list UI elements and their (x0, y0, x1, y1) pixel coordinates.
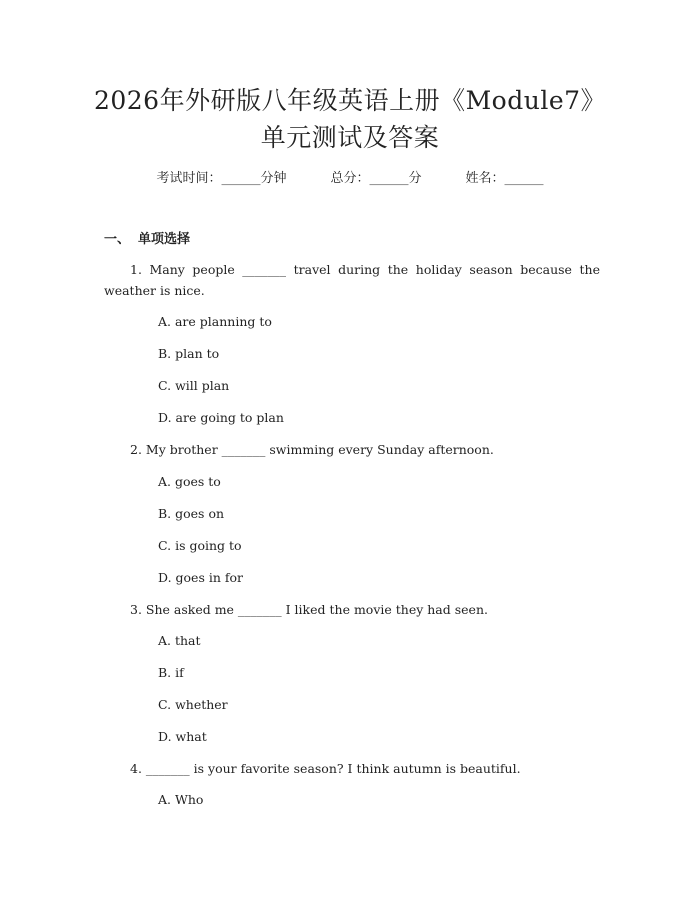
document-title-line-1: 2026年外研版八年级英语上册《Module7》 (93, 86, 607, 115)
exam-info-bar (0, 170, 700, 188)
section-heading (104, 231, 190, 249)
student-name-field: 姓名：______ (465, 171, 544, 186)
question-option: A. Who (158, 792, 204, 807)
document-title-line-2: 单元测试及答案 (260, 123, 440, 152)
question-option: B. plan to (158, 346, 220, 361)
exam-time-field: 考试时间：______分钟 (156, 171, 287, 186)
question-option: A. goes to (158, 474, 221, 489)
question-text: 4. _______ is your favorite season? I think autumn is beautiful. (130, 761, 521, 776)
question-text: 3. She asked me _______ I liked the movie they had seen. (130, 602, 488, 617)
total-score-field: 总分：______分 (330, 171, 422, 186)
question-option: A. are planning to (158, 314, 272, 329)
question-text: 1. Many people _______ travel during the holiday season because the weather is nice. (104, 262, 600, 298)
question-option: D. goes in for (158, 570, 243, 585)
question-option: D. are going to plan (158, 410, 284, 425)
question-option: C. will plan (158, 378, 230, 393)
question-text: 2. My brother _______ swimming every Sunday afternoon. (130, 442, 494, 457)
question-option: B. goes on (158, 506, 225, 521)
question-option: B. if (158, 665, 184, 680)
question-option: A. that (158, 633, 201, 648)
question-option: C. whether (158, 697, 228, 712)
section-number: 一、 (104, 232, 131, 247)
section-title: 单项选择 (138, 232, 191, 247)
question-option: C. is going to (158, 538, 242, 553)
question-option: D. what (158, 729, 207, 744)
